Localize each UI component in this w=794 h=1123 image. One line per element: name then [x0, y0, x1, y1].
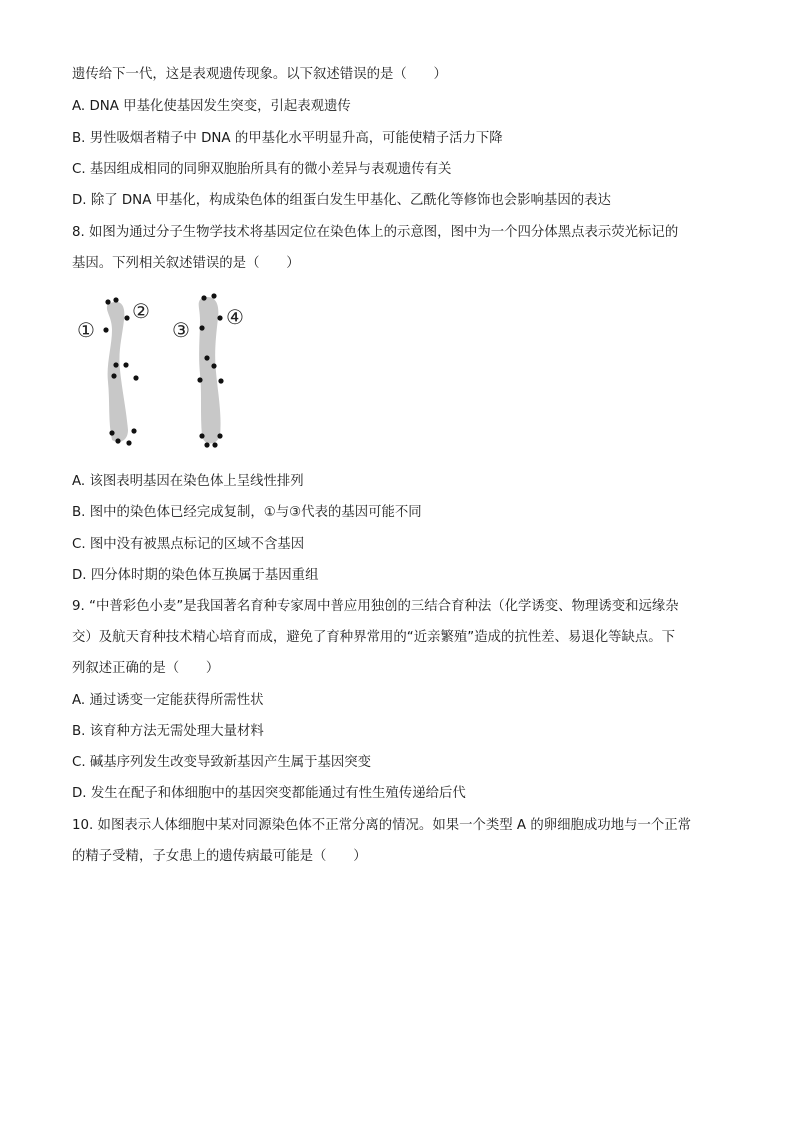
q9-option-d: D. 发生在配子和体细胞中的基因突变都能通过有性生殖传递给后代 — [72, 786, 466, 801]
label-2: ② — [132, 299, 150, 323]
label-4: ④ — [226, 305, 244, 329]
q10-stem-line2: 的精子受精，子女患上的遗传病最可能是（ ） — [72, 849, 367, 864]
label-3: ③ — [172, 318, 190, 342]
chromosome-diagram — [74, 290, 274, 450]
chromosome-2 — [199, 297, 221, 444]
q7-option-c: C. 基因组成相同的同卵双胞胎所具有的微小差异与表观遗传有关 — [72, 162, 452, 177]
q8-stem-line2: 基因。下列相关叙述错误的是（ ） — [72, 256, 300, 271]
q9-option-a: A. 通过诱变一定能获得所需性状 — [72, 693, 264, 708]
q8-option-b: B. 图中的染色体已经完成复制，①与③代表的基因可能不同 — [72, 505, 422, 520]
q7-option-d: D. 除了 DNA 甲基化，构成染色体的组蛋白发生甲基化、乙酰化等修饰也会影响基因的表达 — [72, 193, 611, 208]
q9-option-c: C. 碱基序列发生改变导致新基因产生属于基因突变 — [72, 755, 372, 770]
q9-stem-line2: 交）及航天育种技术精心培育而成，避免了育种界常用的“近亲繁殖”造成的抗性差、易退化等缺点。下 — [72, 630, 676, 645]
q7-option-a: A. DNA 甲基化使基因发生突变，引起表观遗传 — [72, 99, 351, 114]
q8-option-d: D. 四分体时期的染色体互换属于基因重组 — [72, 568, 319, 583]
q7-stem: 遗传给下一代，这是表观遗传现象。以下叙述错误的是（ ） — [72, 67, 447, 82]
q9-option-b: B. 该育种方法无需处理大量材料 — [72, 724, 264, 739]
q8-option-a: A. 该图表明基因在染色体上呈线性排列 — [72, 474, 304, 489]
q10-stem-line1: 10. 如图表示人体细胞中某对同源染色体不正常分离的情况。如果一个类型 A 的卵细胞成功地与一个正常 — [72, 818, 692, 833]
chromosome-1 — [107, 302, 128, 442]
chromosome-figure — [74, 290, 274, 450]
q7-option-b: B. 男性吸烟者精子中 DNA 的甲基化水平明显升高，可能使精子活力下降 — [72, 131, 503, 146]
q9-stem-line1: 9. “中普彩色小麦”是我国著名育种专家周中普应用独创的三结合育种法（化学诱变、物理诱变和远缘杂 — [72, 599, 679, 614]
q8-stem-line1: 8. 如图为通过分子生物学技术将基因定位在染色体上的示意图，图中为一个四分体黑点表示荧光标记的 — [72, 225, 679, 240]
q8-option-c: C. 图中没有被黑点标记的区域不含基因 — [72, 537, 305, 552]
label-1: ① — [77, 318, 95, 342]
q9-stem-line3: 列叙述正确的是（ ） — [72, 661, 220, 676]
